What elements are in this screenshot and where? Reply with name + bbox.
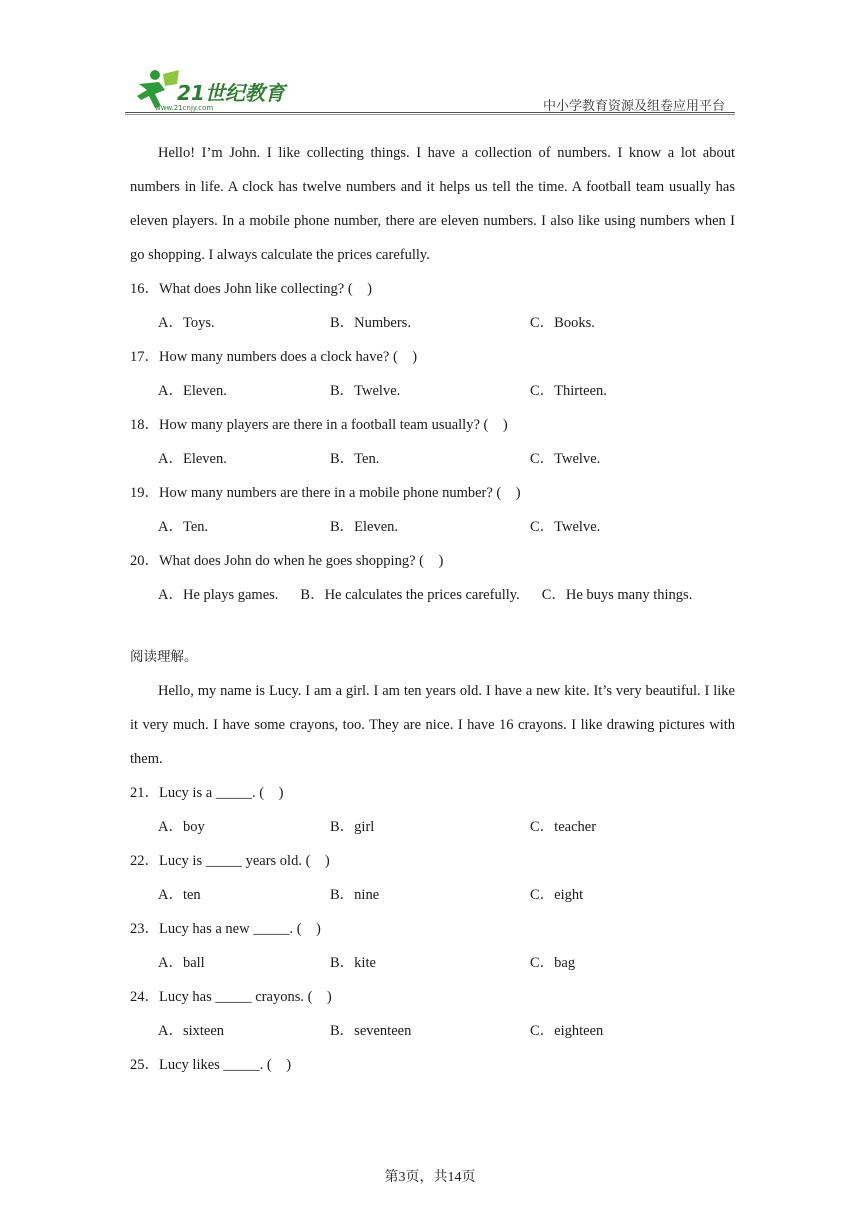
header-divider-secondary <box>125 114 735 115</box>
option-a: A．ten <box>158 887 201 903</box>
runner-logo-icon <box>125 66 290 112</box>
question-text: 16．What does John like collecting? ( ) <box>130 281 373 297</box>
logo-url: www.21cnjy.com <box>155 104 214 112</box>
option-c: C．Twelve. <box>530 519 601 535</box>
options <box>130 374 735 408</box>
question-text: 24．Lucy has _____ crayons. ( ) <box>130 989 332 1005</box>
option-a: A．He plays games. <box>158 587 279 603</box>
option-c: C．He buys many things. <box>541 587 693 603</box>
options <box>130 442 735 476</box>
platform-title: 中小学教育资源及组卷应用平台 <box>542 99 725 114</box>
options <box>130 946 735 980</box>
option-a: A．Toys. <box>158 315 215 331</box>
option-b: B．kite <box>330 955 376 971</box>
options <box>130 578 735 612</box>
option-c: C．bag <box>530 955 576 971</box>
question-21 <box>130 776 735 844</box>
option-c: C．Books. <box>530 315 595 331</box>
option-c: C．teacher <box>530 819 597 835</box>
question-23 <box>130 912 735 980</box>
option-b: B．He calculates the prices carefully. <box>300 587 520 603</box>
options <box>130 810 735 844</box>
question-text: 17．How many numbers does a clock have? ( ) <box>130 349 418 365</box>
question-20 <box>130 544 735 612</box>
question-text: 25．Lucy likes _____. ( ) <box>130 1057 292 1073</box>
option-b: B．nine <box>330 887 380 903</box>
option-c: C．eighteen <box>530 1023 604 1039</box>
passage-lucy: Hello, my name is Lucy. I am a girl. I am ten years old. I have a new kite. It’s very beautiful. I like it very much. I have some crayons, too. They are nice. I have 16 crayons. I like drawing pictures with them. <box>130 683 735 767</box>
option-b: B．seventeen <box>330 1023 412 1039</box>
option-a: A．Ten. <box>158 519 209 535</box>
passage-john: Hello! I’m John. I like collecting things. I have a collection of numbers. I know a lot about numbers in life. A clock has twelve numbers and it helps us tell the time. A football team usually has eleven players. In a mobile phone number, there are eleven numbers. I also like using numbers when I go shopping. I always calculate the prices carefully. <box>130 145 735 263</box>
option-c: C．Twelve. <box>530 451 601 467</box>
page-header <box>125 66 735 114</box>
question-19 <box>130 476 735 544</box>
question-25 <box>130 1048 735 1082</box>
option-a: A．ball <box>158 955 205 971</box>
question-16 <box>130 272 735 340</box>
question-text: 22．Lucy is _____ years old. ( ) <box>130 853 330 869</box>
options <box>130 878 735 912</box>
option-b: B．Twelve. <box>330 383 401 399</box>
option-c: C．Thirteen. <box>530 383 607 399</box>
question-18 <box>130 408 735 476</box>
options <box>130 510 735 544</box>
option-a: A．sixteen <box>158 1023 225 1039</box>
question-24 <box>130 980 735 1048</box>
option-b: B．Eleven. <box>330 519 399 535</box>
question-text: 19．How many numbers are there in a mobile phone number? ( ) <box>130 485 521 501</box>
option-b: B．Numbers. <box>330 315 411 331</box>
question-text: 21．Lucy is a _____. ( ) <box>130 785 284 801</box>
option-b: B．girl <box>330 819 375 835</box>
question-22 <box>130 844 735 912</box>
options <box>130 306 735 340</box>
page-footer: 第3页，共14页 <box>384 1170 476 1185</box>
question-text: 23．Lucy has a new _____. ( ) <box>130 921 321 937</box>
logo-text: 21世纪教育 <box>177 81 285 105</box>
logo <box>125 66 290 112</box>
option-a: A．Eleven. <box>158 383 227 399</box>
options <box>130 1014 735 1048</box>
question-text: 18．How many players are there in a football team usually? ( ) <box>130 417 508 433</box>
document-body <box>130 136 735 1082</box>
option-a: A．boy <box>158 819 205 835</box>
option-a: A．Eleven. <box>158 451 227 467</box>
question-17 <box>130 340 735 408</box>
option-c: C．eight <box>530 887 584 903</box>
option-b: B．Ten. <box>330 451 380 467</box>
question-text: 20．What does John do when he goes shopping? ( ) <box>130 553 444 569</box>
header-divider <box>125 112 735 113</box>
section-title: 阅读理解。 <box>130 649 198 665</box>
